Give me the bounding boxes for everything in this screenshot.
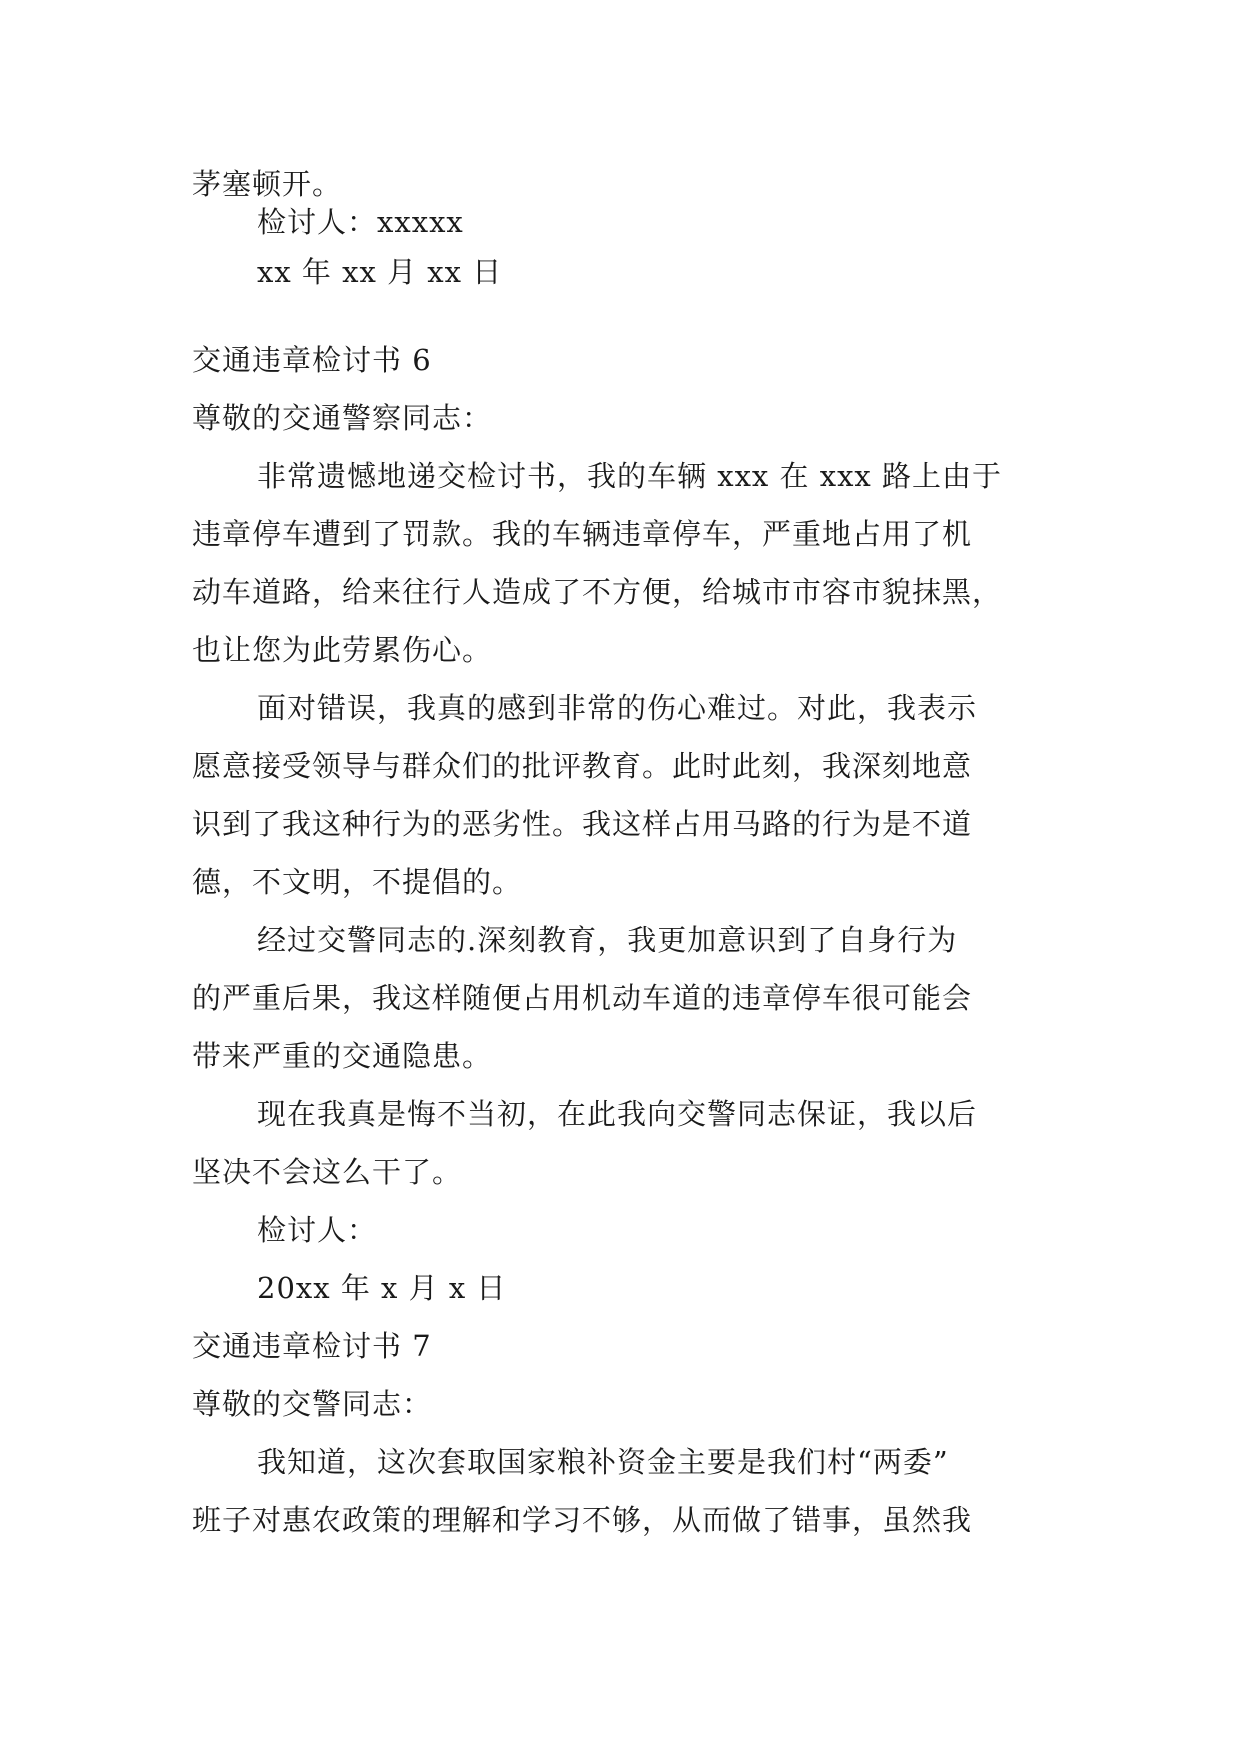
signature-line: 检讨人：xxxxx <box>257 205 464 239</box>
paragraph-line: 面对错误，我真的感到非常的伤心难过。对此，我表示 <box>257 691 978 725</box>
paragraph-line: 也让您为此劳累伤心。 <box>192 633 493 667</box>
paragraph-line: 德，不文明，不提倡的。 <box>192 865 523 899</box>
paragraph-line: 班子对惠农政策的理解和学习不够，从而做了错事，虽然我 <box>192 1503 973 1537</box>
paragraph-line: 愿意接受领导与群众们的批评教育。此时此刻，我深刻地意 <box>192 749 973 783</box>
date-line: 20xx 年 x 月 x 日 <box>257 1271 507 1305</box>
salutation: 尊敬的交通警察同志： <box>192 401 493 435</box>
signature-line: 检讨人： <box>257 1213 378 1247</box>
paragraph-line: 的严重后果，我这样随便占用机动车道的违章停车很可能会 <box>192 981 973 1015</box>
paragraph-line: 现在我真是悔不当初，在此我向交警同志保证，我以后 <box>257 1097 978 1131</box>
paragraph-line: 非常遗憾地递交检讨书，我的车辆 xxx 在 xxx 路上由于 <box>257 459 1003 493</box>
salutation: 尊敬的交警同志： <box>192 1387 433 1421</box>
paragraph-line: 带来严重的交通隐患。 <box>192 1039 493 1073</box>
text-line: 茅塞顿开。 <box>192 167 343 201</box>
paragraph-line: 经过交警同志的.深刻教育，我更加意识到了自身行为 <box>257 923 958 957</box>
paragraph-line: 我知道，这次套取国家粮补资金主要是我们村“两委” <box>257 1445 949 1479</box>
paragraph-line: 识到了我这种行为的恶劣性。我这样占用马路的行为是不道 <box>192 807 973 841</box>
section-title: 交通违章检讨书 7 <box>192 1329 432 1363</box>
section-title: 交通违章检讨书 6 <box>192 343 432 377</box>
paragraph-line: 动车道路，给来往行人造成了不方便，给城市市容市貌抹黑， <box>192 575 1003 609</box>
date-line: xx 年 xx 月 xx 日 <box>257 255 503 289</box>
paragraph-line: 违章停车遭到了罚款。我的车辆违章停车，严重地占用了机 <box>192 517 973 551</box>
paragraph-line: 坚决不会这么干了。 <box>192 1155 463 1189</box>
